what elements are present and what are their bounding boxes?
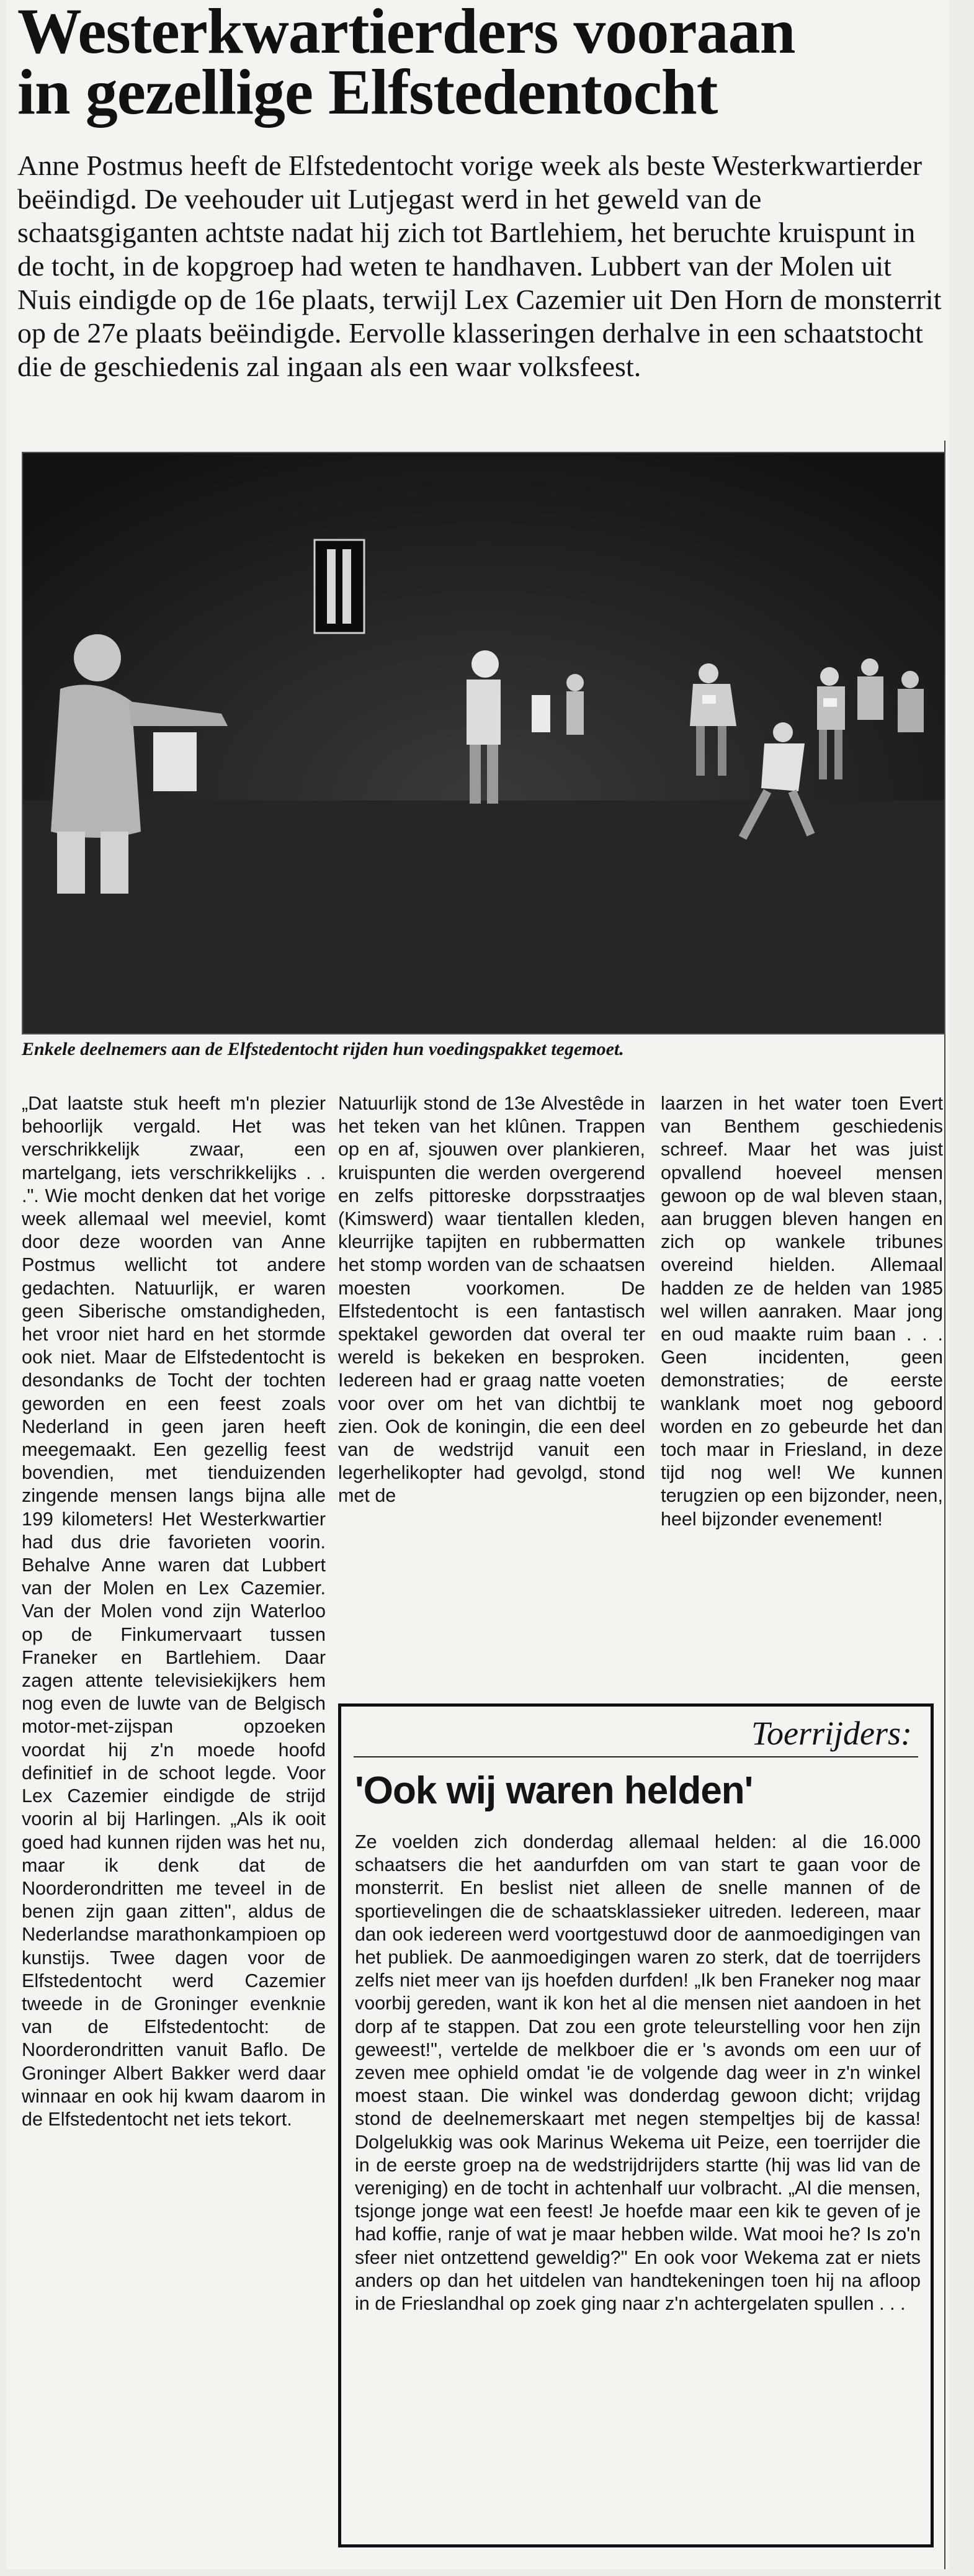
sidebar-divider: [354, 1756, 918, 1757]
article-lead: Anne Postmus heeft de Elfstedentocht vorige week als beste Westerkwartierder beëindigd. De veehouder uit Lutjegast werd in het geweld van de schaatsgiganten achtste nadat hij zich tot Bartlehiem, het beruchte kruispunt in de tocht, in de kopgroep had weten te handhaven. Lubbert van der Molen uit Nuis eindigde op de 16e plaats, terwijl Lex Cazemier uit Den Horn de monsterrit op de 27e plaats beëindigde. Eervolle klasseringen derhalve in een schaatstocht die de geschiedenis zal ingaan als een waar volksfeest.: [17, 150, 942, 382]
article-column-2: Natuurlijk stond de 13e Alvestêde in het teken van het klûnen. Trappen op en af, sjouwen over plankieren, kruispunten die werden overgerend en zelfs pittoreske dorpsstraatjes (Kimswerd) waar tientallen kleden, kleurrijke tapijten en rubbermatten het stomp worden van de schaatsen moesten voorkomen. De Elfstedentocht is een fantastisch spektakel geworden dat overal ter wereld is bekeken en besproken. Iedereen had er graag natte voeten voor over om het van dichtbij te zien. Ook de koningin, die een deel van de wedstrijd vanuit een legerhelikopter had gevolgd, stond met de: [338, 1093, 645, 1507]
article-headline: [17, 0, 942, 128]
sidebar-title: 'Ook wij waren helden': [355, 1769, 753, 1812]
sidebar-body: Ze voelden zich donderdag allemaal helden: al die 16.000 schaatsers die het aandurfden om van start te gaan voor de monsterrit. En beslist niet alleen de snelle mannen of de sportievelingen die de schaatsklassieker uitreden. Iedereen, maar dan ook iedereen werd voortgestuwd door de aanmoedigingen van het publiek. De aanmoedigingen waren zo sterk, dat de toerrijders zelfs niet meer van ijs hoefden durfden! „Ik ben Franeker nog maar voorbij gereden, want ik kon het al die mensen niet aandoen in het dorp af te stappen. Dat zou een grote teleurstelling voor hen zijn geweest!", vertelde de melkboer die er 's avonds om een uur of zeven mee ophield omdat 'ie de volgende dag weer in z'n winkel moest staan. Die winkel was donderdag gewoon dicht; vrijdag stond de deelnemerskaart met negen stempeltjes bij de kassa! Dolgelukkig was ook Marinus Wekema uit Peize, een toerrijder die in de eerste groep na de wedstrijdrijders startte (hij was lid van de vereniging) en de tocht in achtenhalf uur volbracht. „Al die mensen, tsjonge jonge wat een feest! Je hoefde maar een kik te geven of je had koffie, ranje of wat je maar hebben wilde. Wat mooi he? Is zo'n sfeer niet ontzettend geweldig?" En ook voor Wekema zat er niets anders op dan het uitdelen van handtekeningen toen hij na afloop in de Frieslandhal op zoek ging naar z'n achtergelaten spullen . . .: [355, 1831, 921, 2315]
photo-caption: Enkele deelnemers aan de Elfstedentocht rijden hun voedingspakket tegemoet.: [22, 1039, 624, 1059]
article-photo: [22, 452, 945, 1034]
headline-line-1: Westerkwartierders vooraan: [17, 0, 795, 67]
sidebar-box: [338, 1703, 934, 2547]
headline-line-2: in gezellige Elfstedentocht: [17, 56, 718, 128]
article-column-3: laarzen in het water toen Evert van Benthem geschiedenis schreef. Maar het was juist opvallend hoeveel mensen gewoon op de wal bleven staan, aan bruggen bleven hangen en zich op wankele tribunes overeind hielden. Allemaal hadden ze de helden van 1985 wel willen aanraken. Maar jong en oud maakte ruim baan . . . Geen incidenten, geen demonstraties; de eerste wanklank moet nog geboord worden en zo gebeurde het dan toch maar in Friesland, in deze tijd nog wel! We kunnen terugzien op een bijzonder, neen, heel bijzonder evenement!: [661, 1093, 943, 1530]
course-sign: [315, 540, 364, 633]
skating-scene-image: [23, 453, 944, 1033]
article-column-1: „Dat laatste stuk heeft m'n plezier behoorlijk vergald. Het was verschrikkelijk zwaar, een martelgang, iets verschrikkelijks . . .". Wie mocht denken dat het vorige week allemaal wel meeviel, komt door deze woorden van Anne Postmus wellicht tot andere gedachten. Natuurlijk, er waren geen Siberische omstandigheden, het vroor niet hard en het stormde ook niet. Maar de Elfstedentocht is desondanks de Tocht der tochten geworden en een feest zoals Nederland in geen jaren heeft meegemaakt. Een gezellig feest bovendien, met tienduizenden zingende mensen langs bijna alle 199 kilometers! Het Westerkwartier had dus drie favorieten voorin. Behalve Anne waren dat Lubbert van der Molen en Lex Cazemier. Van der Molen vond zijn Waterloo op de Finkumervaart tussen Franeker en Bartlehiem. Daar zagen attente televisiekijkers hem nog even de luwte van de Belgisch motor-met-zijspan opzoeken voordat hij z'n moede hoofd definitief in de schoot legde. Voor Lex Cazemier eindigde de strijd voorin al bij Harlingen. „Als ik ooit goed had kunnen rijden was het nu, maar ik denk dat de Noorderondritten me teveel in de benen zijn gaan zitten", aldus de Nederlandse marathonkampioen op kunstijs. Twee dagen voor de Elfstedentocht werd Cazemier tweede in de Groninger evenknie van de Elfstedentocht: de Noorderondritten vanuit Baflo. De Groninger Albert Bakker werd daar winnaar en ook hij kwam daarom in de Elfstedentocht net iets tekort.: [22, 1093, 326, 2130]
sidebar-kicker: Toerrijders:: [751, 1715, 912, 1752]
